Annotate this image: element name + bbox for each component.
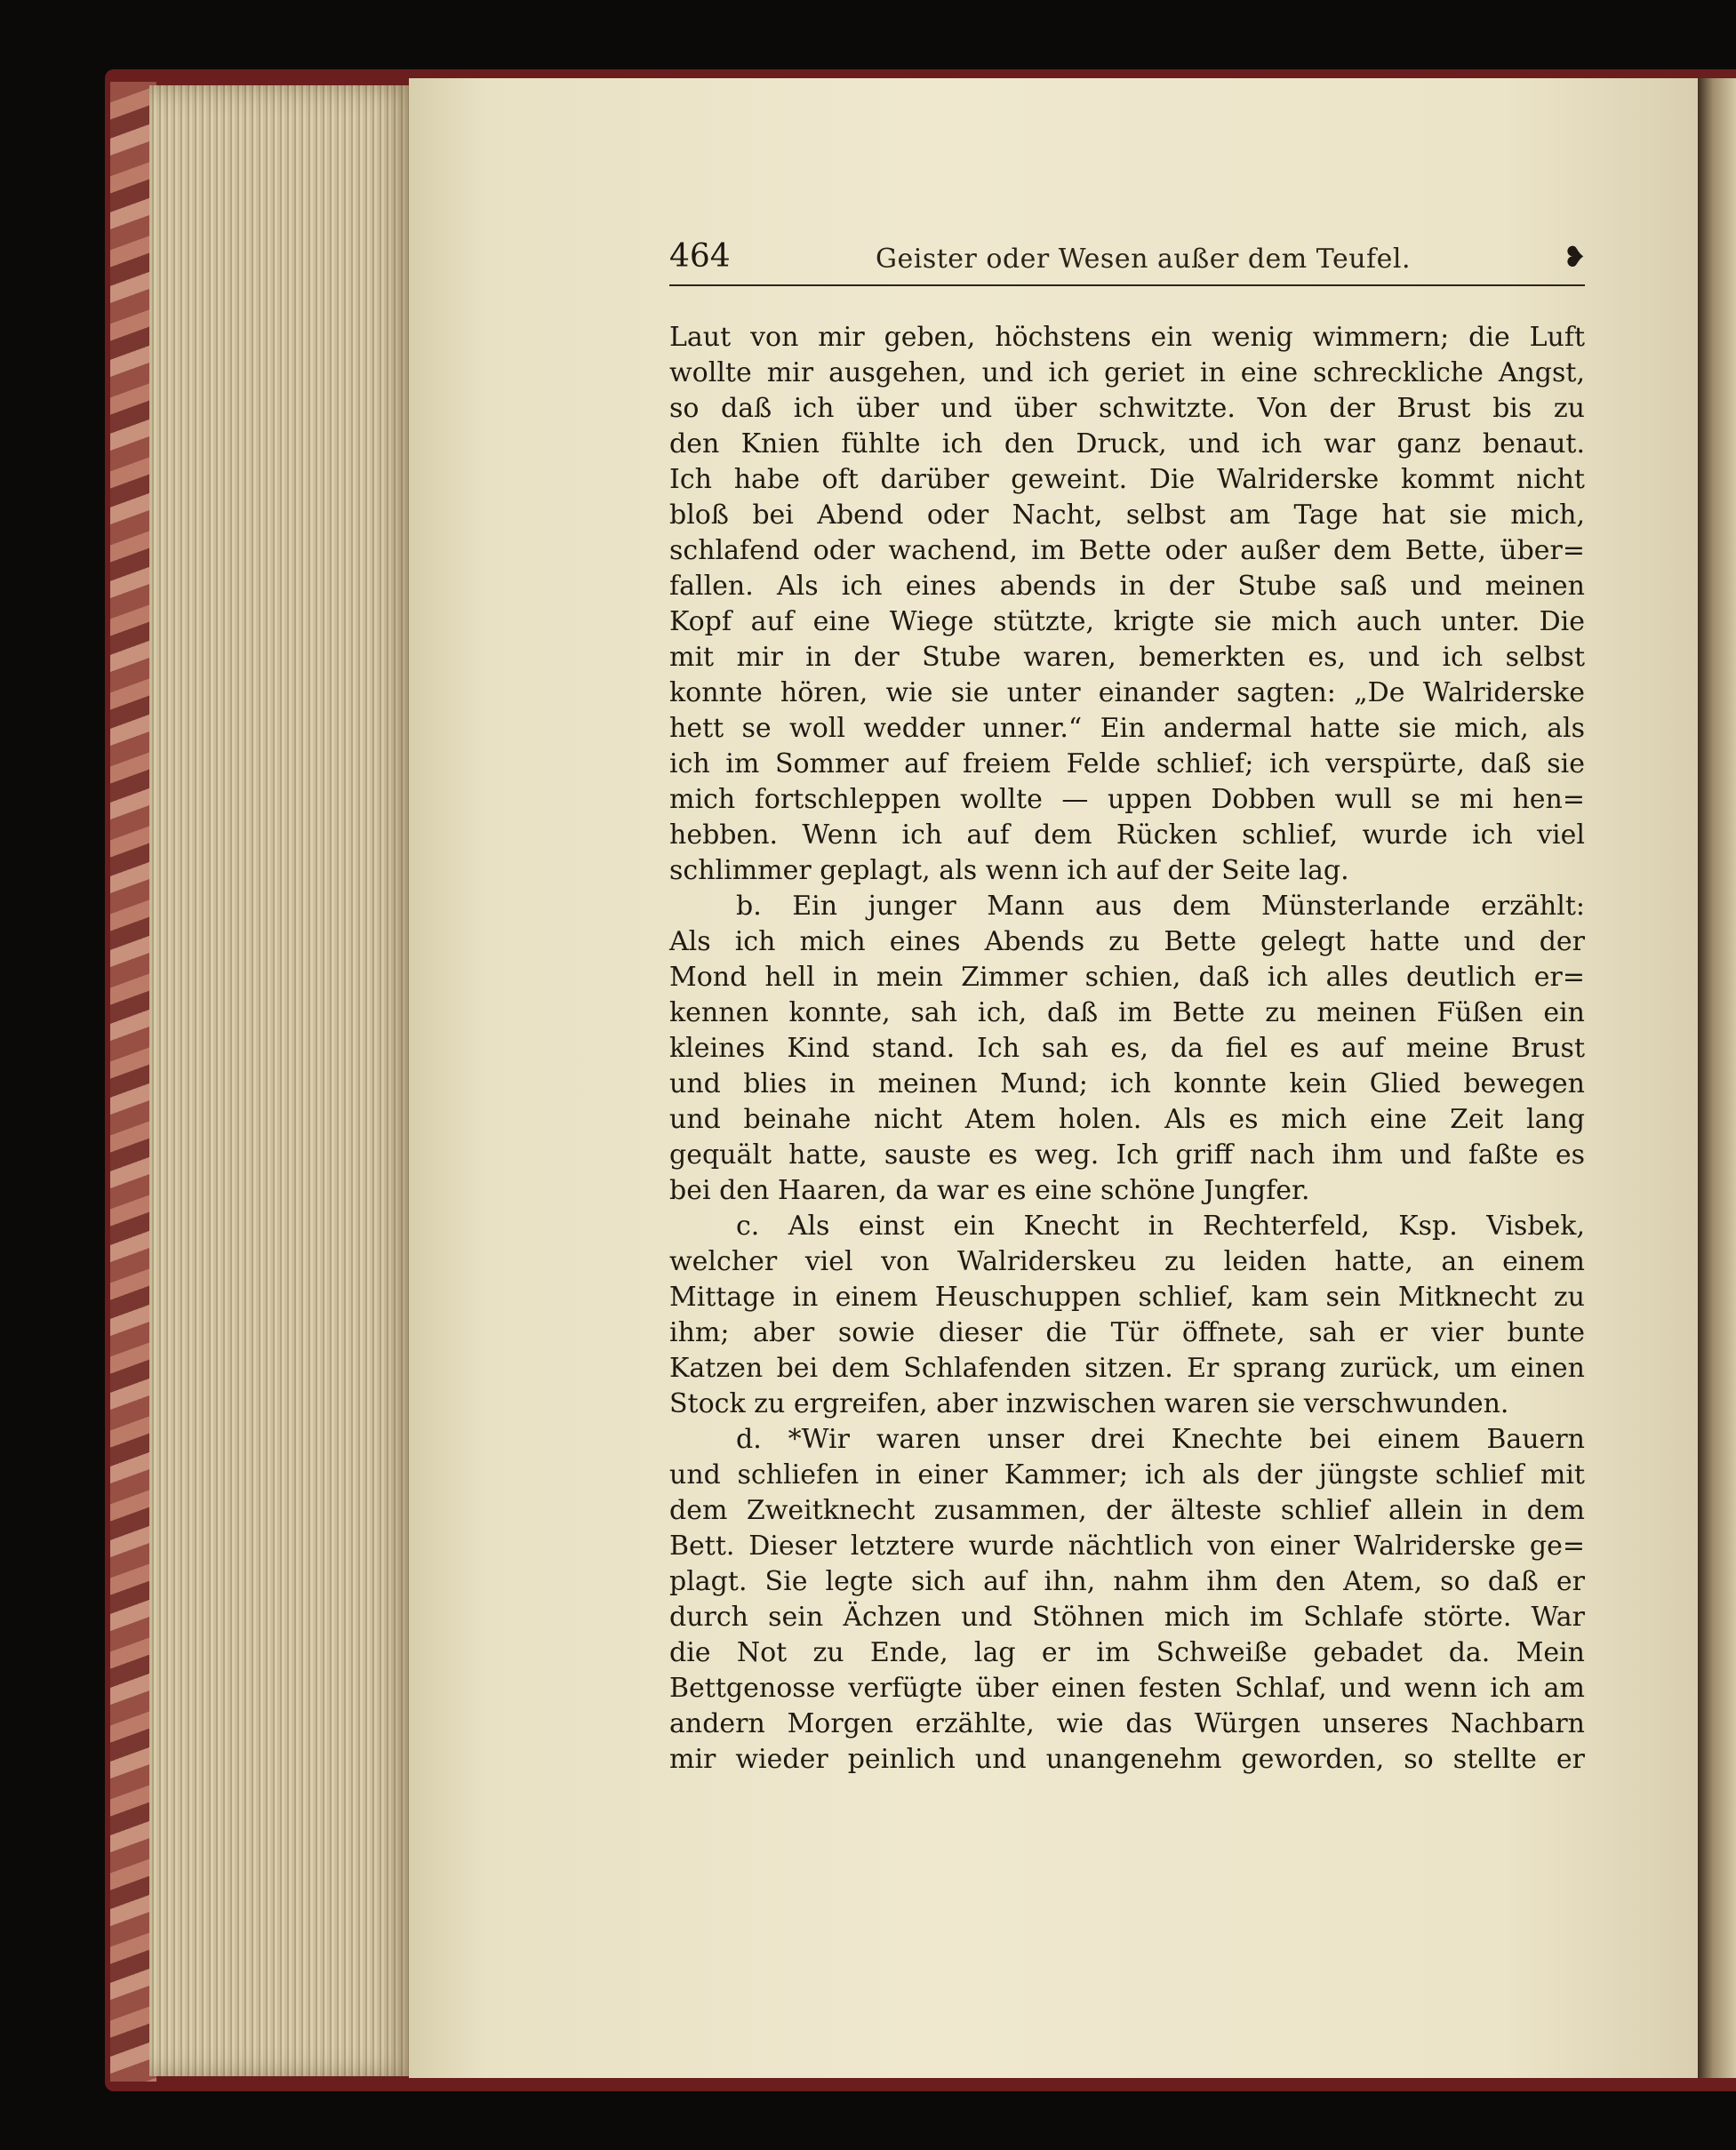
text-line: konnte hören, wie sie unter einander sagten: „De Walriderske bbox=[669, 677, 1585, 708]
text-line: und blies in meinen Mund; ich konnte kein Glied bewegen bbox=[669, 1068, 1585, 1099]
text-line: Katzen bei dem Schlafenden sitzen. Er sprang zurück, um einen bbox=[669, 1353, 1585, 1384]
text-line: schlafend oder wachend, im Bette oder außer dem Bette, über= bbox=[669, 535, 1585, 566]
paragraph-d-start: d. *Wir waren unser drei Knechte bei einem Bauern bbox=[736, 1424, 1585, 1455]
paragraph-b-start: b. Ein junger Mann aus dem Münsterlande erzählt: bbox=[736, 891, 1585, 922]
text-line: plagt. Sie legte sich auf ihn, nahm ihm den Atem, so daß er bbox=[669, 1566, 1585, 1597]
text-line: schlimmer geplagt, als wenn ich auf der Seite lag. bbox=[669, 855, 1349, 886]
text-line: den Knien fühlte ich den Druck, und ich war ganz benaut. bbox=[669, 428, 1585, 460]
text-line: Als ich mich eines Abends zu Bette gelegt hatte und der bbox=[669, 926, 1585, 957]
text-line: fallen. Als ich eines abends in der Stube saß und meinen bbox=[669, 571, 1585, 602]
paragraph-c-start: c. Als einst ein Knecht in Rechterfeld, Ksp. Visbek, bbox=[736, 1211, 1585, 1242]
running-title: Geister oder Wesen außer dem Teufel. bbox=[876, 244, 1412, 275]
text-line: bloß bei Abend oder Nacht, selbst am Tage hat sie mich, bbox=[669, 500, 1585, 531]
text-line: kleines Kind stand. Ich sah es, da fiel es auf meine Brust bbox=[669, 1033, 1585, 1064]
corner-ornament-icon: ❥ bbox=[1563, 240, 1587, 274]
text-line: wollte mir ausgehen, und ich geriet in eine schreckliche Angst, bbox=[669, 357, 1585, 388]
text-line: Bettgenosse verfügte über einen festen Schlaf, und wenn ich am bbox=[669, 1673, 1585, 1704]
text-line: welcher viel von Walriderskeu zu leiden hatte, an einem bbox=[669, 1246, 1585, 1277]
text-line: Mittage in einem Heuschuppen schlief, kam sein Mitknecht zu bbox=[669, 1282, 1585, 1313]
gutter-edge bbox=[1698, 78, 1736, 2078]
text-line: Mond hell in mein Zimmer schien, daß ich alles deutlich er= bbox=[669, 962, 1585, 993]
text-line: ihm; aber sowie dieser die Tür öffnete, sah er vier bunte bbox=[669, 1317, 1585, 1348]
text-line: mir wieder peinlich und unangenehm geworden, so stellte er bbox=[669, 1744, 1585, 1775]
text-line: mit mir in der Stube waren, bemerkten es, und ich selbst bbox=[669, 642, 1585, 673]
text-line: durch sein Ächzen und Stöhnen mich im Schlafe störte. War bbox=[669, 1602, 1585, 1633]
text-line: kennen konnte, sah ich, daß im Bette zu meinen Füßen ein bbox=[669, 997, 1585, 1028]
page-number: 464 bbox=[669, 238, 731, 275]
body-text bbox=[669, 320, 1585, 1778]
text-line: so daß ich über und über schwitzte. Von der Brust bis zu bbox=[669, 393, 1585, 424]
text-line: bei den Haaren, da war es eine schöne Jungfer. bbox=[669, 1175, 1310, 1206]
text-line: Kopf auf eine Wiege stützte, krigte sie mich auch unter. Die bbox=[669, 606, 1585, 637]
text-line: dem Zweitknecht zusammen, der älteste schlief allein in dem bbox=[669, 1495, 1585, 1526]
page-header bbox=[669, 238, 1585, 286]
text-line: hett se woll wedder unner.“ Ein andermal hatte sie mich, als bbox=[669, 713, 1585, 744]
text-line: hebben. Wenn ich auf dem Rücken schlief, wurde ich viel bbox=[669, 819, 1585, 851]
text-line: Laut von mir geben, höchstens ein wenig wimmern; die Luft bbox=[669, 322, 1585, 353]
text-line: Ich habe oft darüber geweint. Die Walriderske kommt nicht bbox=[669, 464, 1585, 495]
text-line: mich fortschleppen wollte — uppen Dobben wull se mi hen= bbox=[669, 784, 1585, 815]
text-line: und beinahe nicht Atem holen. Als es mich eine Zeit lang bbox=[669, 1104, 1585, 1135]
text-line: gequält hatte, sauste es weg. Ich griff nach ihm und faßte es bbox=[669, 1139, 1585, 1171]
text-line: ich im Sommer auf freiem Felde schlief; ich verspürte, daß sie bbox=[669, 748, 1585, 779]
text-line: Bett. Dieser letztere wurde nächtlich von einer Walriderske ge= bbox=[669, 1531, 1585, 1562]
text-line: andern Morgen erzählte, wie das Würgen unseres Nachbarn bbox=[669, 1708, 1585, 1739]
text-line: und schliefen in einer Kammer; ich als der jüngste schlief mit bbox=[669, 1459, 1585, 1491]
text-line: Stock zu ergreifen, aber inzwischen waren sie verschwunden. bbox=[669, 1388, 1509, 1419]
page-stack bbox=[149, 85, 416, 2076]
text-line: die Not zu Ende, lag er im Schweiße gebadet da. Mein bbox=[669, 1637, 1585, 1668]
